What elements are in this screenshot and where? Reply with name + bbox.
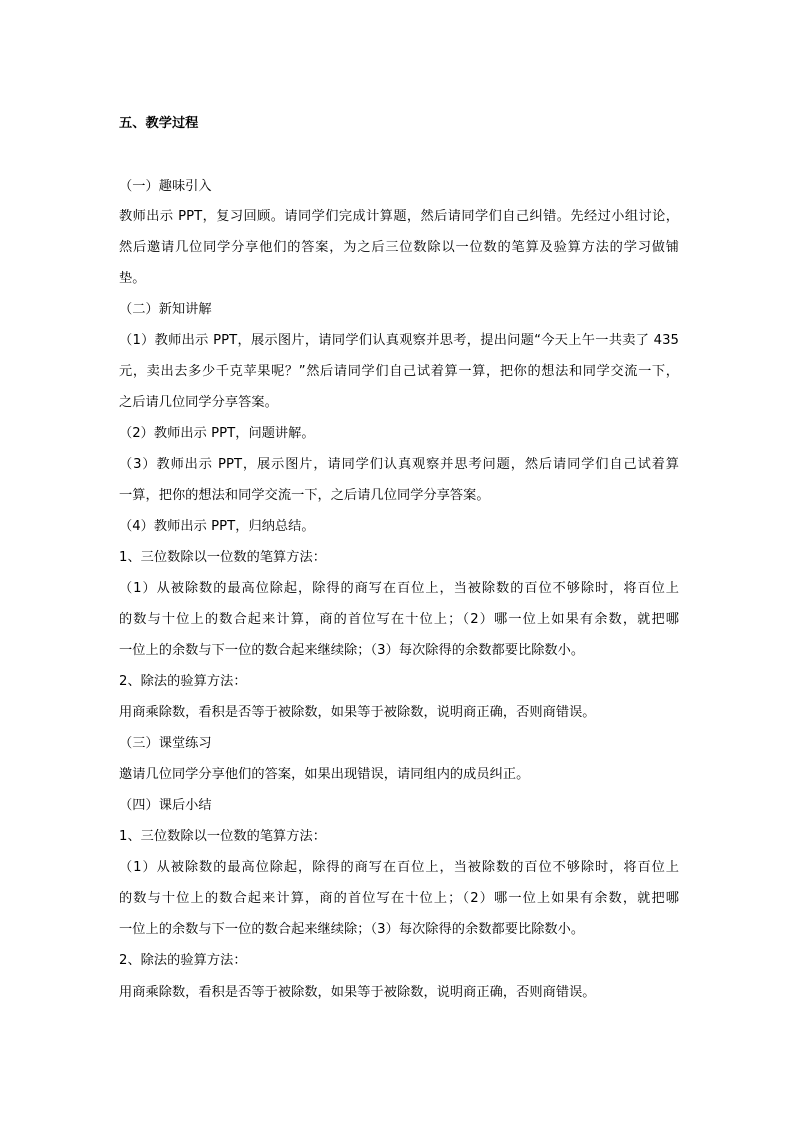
subheading-new-knowledge: （二）新知讲解 (119, 302, 212, 317)
paragraph-line: 然后邀请几位同学分享他们的答案，为之后三位数除以一位数的笔算及验算方法的学习做铺 (119, 240, 679, 255)
method-heading: 1、三位数除以一位数的笔算方法： (119, 550, 327, 565)
paragraph-line: 教师出示 PPT，复习回顾。请同学们完成计算题，然后请同学们自己纠错。先经过小组讨论， (119, 209, 679, 224)
subheading-practice: （三）课堂练习 (119, 736, 212, 751)
paragraph-line: 一算，把你的想法和同学交流一下，之后请几位同学分享答案。 (119, 488, 490, 503)
paragraph-line: 一位上的余数与下一位的数合起来继续除；（3）每次除得的余数都要比除数小。 (119, 643, 585, 658)
paragraph-line: （1）从被除数的最高位除起，除得的商写在百位上，当被除数的百位不够除时，将百位上 (119, 581, 679, 596)
subheading-summary: （四）课后小结 (119, 798, 212, 813)
paragraph-line: 之后请几位同学分享答案。 (119, 395, 278, 410)
paragraph-line: 垫。 (119, 271, 146, 286)
paragraph-line: 的数与十位上的数合起来计算，商的首位写在十位上；（2）哪一位上如果有余数，就把哪 (119, 891, 679, 906)
check-method-heading: 2、除法的验算方法： (119, 674, 247, 689)
paragraph-line: 元，卖出去多少千克苹果呢？”然后请同学们自己试着算一算，把你的想法和同学交流一下， (119, 364, 679, 379)
method-heading: 1、三位数除以一位数的笔算方法： (119, 829, 327, 844)
paragraph-line: （3）教师出示 PPT，展示图片，请同学们认真观察并思考问题，然后请同学们自己试着算 (119, 457, 679, 472)
paragraph-line: 用商乘除数，看积是否等于被除数，如果等于被除数，说明商正确，否则商错误。 (119, 985, 596, 1000)
check-method-heading: 2、除法的验算方法： (119, 953, 247, 968)
paragraph-line: 用商乘除数，看积是否等于被除数，如果等于被除数，说明商正确，否则商错误。 (119, 705, 596, 720)
paragraph-line: 的数与十位上的数合起来计算，商的首位写在十位上；（2）哪一位上如果有余数，就把哪 (119, 612, 679, 627)
paragraph-line: （4）教师出示 PPT，归纳总结。 (119, 519, 315, 534)
subheading-intro: （一）趣味引入 (119, 179, 212, 194)
paragraph-line: 一位上的余数与下一位的数合起来继续除；（3）每次除得的余数都要比除数小。 (119, 922, 585, 937)
section-heading: 五、教学过程 (119, 116, 199, 131)
paragraph-line: （1）教师出示 PPT，展示图片，请同学们认真观察并思考，提出问题“今天上午一共卖了 435 (119, 333, 679, 348)
paragraph-line: 邀请几位同学分享他们的答案，如果出现错误，请同组内的成员纠正。 (119, 767, 530, 782)
paragraph-line: （1）从被除数的最高位除起，除得的商写在百位上，当被除数的百位不够除时，将百位上 (119, 860, 679, 875)
paragraph-line: （2）教师出示 PPT，问题讲解。 (119, 426, 315, 441)
